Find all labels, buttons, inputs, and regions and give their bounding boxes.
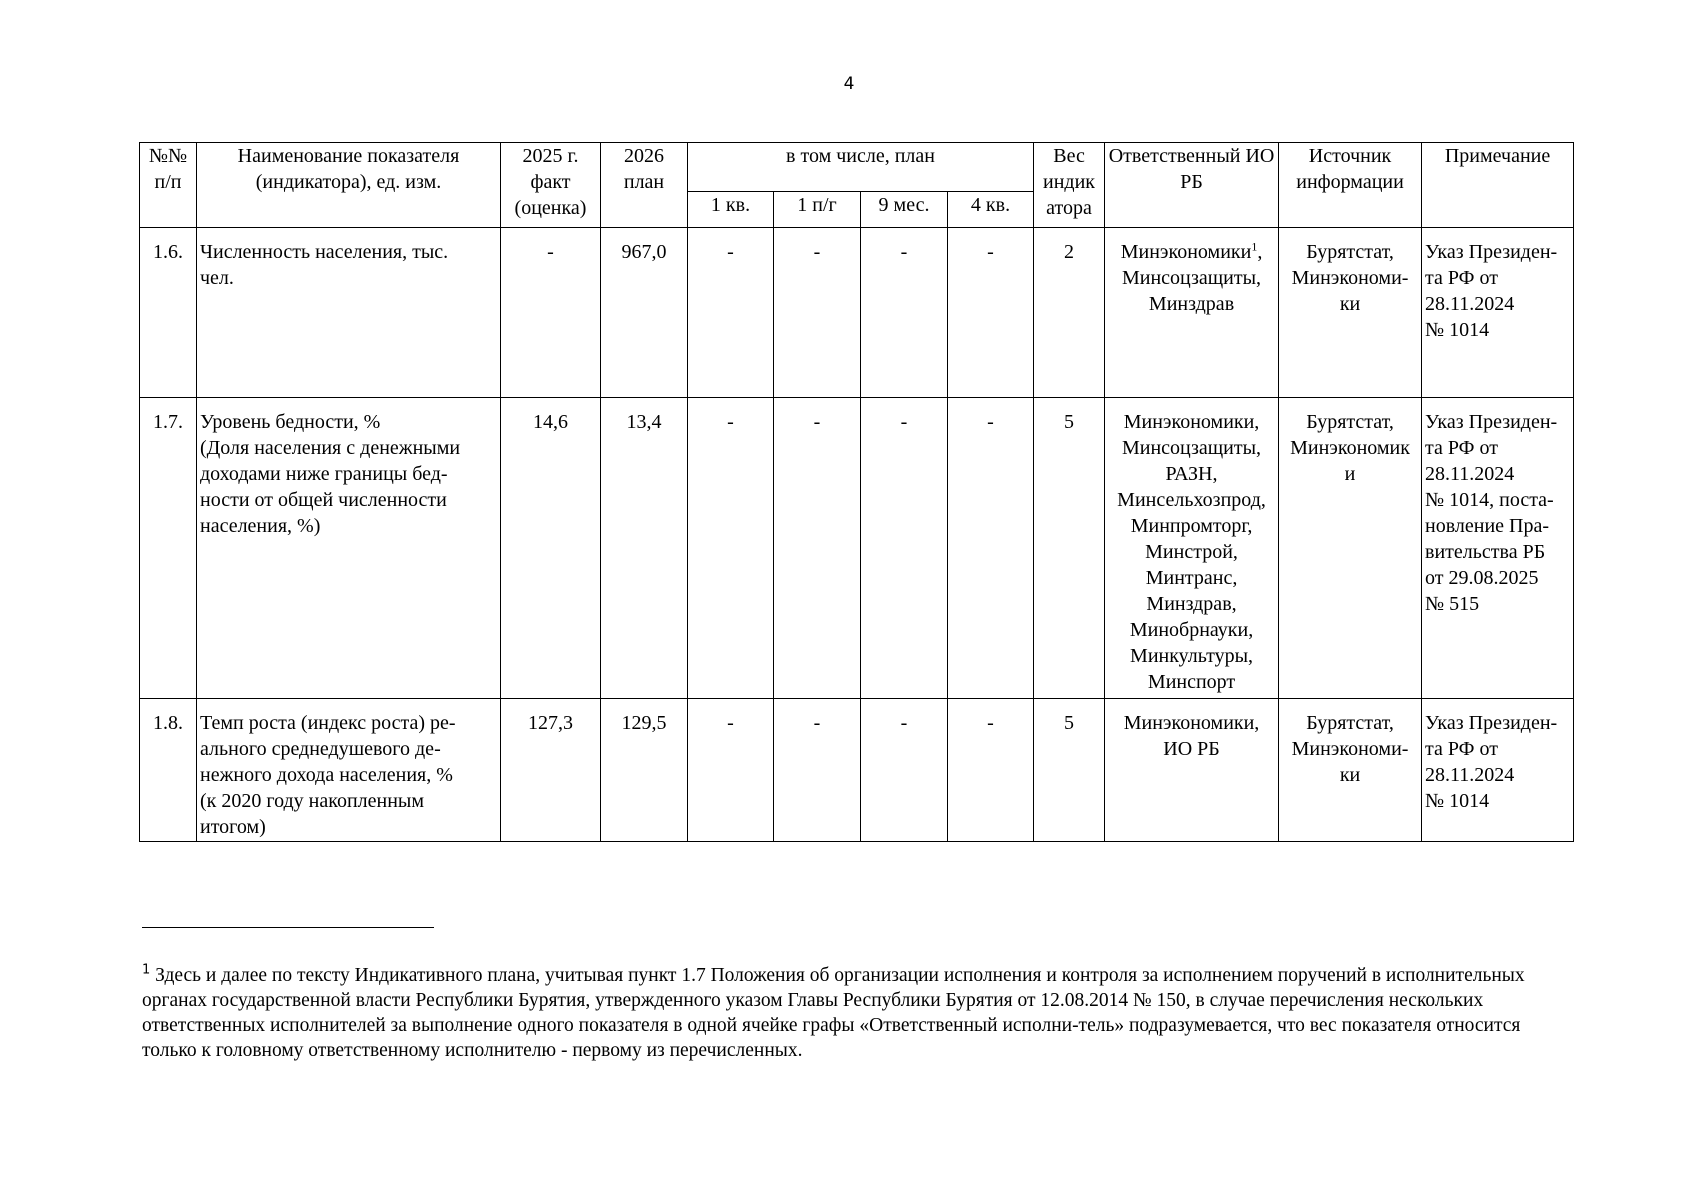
row-name-line: Численность населения, тыс.: [200, 241, 449, 263]
row-q4: -: [948, 228, 1034, 398]
row-9m: -: [861, 398, 948, 699]
row-name-line: итогом): [200, 816, 266, 838]
row-responsible: [1105, 398, 1279, 699]
row-name-line: населения, %): [200, 515, 321, 537]
row-plan-2026: 129,5: [601, 699, 688, 842]
header-including-plan: в том числе, план: [688, 143, 1034, 192]
note-line: 28.11.2024: [1425, 293, 1515, 315]
row-source: [1279, 228, 1422, 398]
source-line: Бурятстат,: [1306, 712, 1394, 734]
row-name-line: доходами ниже границы бед-: [200, 463, 448, 485]
header-weight: Вес индик атора: [1034, 143, 1105, 228]
header-row-top: [140, 143, 1574, 192]
note-line: 28.11.2024: [1425, 764, 1515, 786]
note-line: та РФ от: [1425, 437, 1498, 459]
row-q1: -: [688, 398, 774, 699]
footnote-ref: 1: [1251, 239, 1258, 254]
row-fact-2025: 127,3: [501, 699, 601, 842]
responsible-line: РАЗН,: [1165, 463, 1218, 485]
responsible-line: Минсоцзащиты,: [1121, 437, 1262, 459]
row-q4: -: [948, 699, 1034, 842]
row-9m: -: [861, 699, 948, 842]
note-line: Указ Президен-: [1425, 712, 1558, 734]
source-line: Минэкономи-: [1291, 267, 1409, 289]
responsible-line: Минсельхозпрод,: [1117, 489, 1266, 511]
note-line: № 515: [1425, 593, 1480, 615]
row-weight: 5: [1034, 398, 1105, 699]
row-note: [1422, 398, 1574, 699]
row-plan-2026: 967,0: [601, 228, 688, 398]
row-name-line: ности от общей численности: [200, 489, 447, 511]
row-q4: -: [948, 398, 1034, 699]
table-row: [140, 228, 1574, 398]
header-note: Примечание: [1422, 143, 1574, 228]
header-responsible: Ответственный ИО РБ: [1105, 143, 1279, 228]
note-line: № 1014: [1425, 790, 1490, 812]
footnote-mark: 1: [142, 962, 151, 978]
row-name: [197, 699, 501, 842]
row-fact-2025: -: [501, 228, 601, 398]
row-weight: 5: [1034, 699, 1105, 842]
source-line: ки: [1339, 293, 1361, 315]
header-q4: 4 кв.: [948, 192, 1034, 228]
responsible-line: ИО РБ: [1163, 738, 1220, 760]
responsible-line: Минобрнауки,: [1129, 619, 1254, 641]
note-line: от 29.08.2025: [1425, 567, 1539, 589]
row-plan-2026: 13,4: [601, 398, 688, 699]
source-line: Минэкономи-: [1291, 738, 1409, 760]
responsible-line: Минэкономики,: [1123, 712, 1260, 734]
note-line: новление Пра-: [1425, 515, 1550, 537]
header-h1: 1 п/г: [774, 192, 861, 228]
responsible-line: Минкультуры,: [1130, 645, 1254, 667]
header-9m: 9 мес.: [861, 192, 948, 228]
responsible-line: Минстрой,: [1145, 541, 1238, 563]
row-name: [197, 228, 501, 398]
header-fact-2025: 2025 г. факт (оценка): [501, 143, 601, 228]
source-line: и: [1344, 463, 1356, 485]
row-name: [197, 398, 501, 699]
responsible-line: Минтранс,: [1145, 567, 1238, 589]
responsible-line: Минэкономики,: [1123, 411, 1260, 433]
source-line: ки: [1339, 764, 1361, 786]
header-name: Наименование показателя (индикатора), ед. изм.: [197, 143, 501, 228]
footnote: [142, 963, 1562, 1063]
row-weight: 2: [1034, 228, 1105, 398]
row-h1: -: [774, 699, 861, 842]
note-line: 28.11.2024: [1425, 463, 1515, 485]
responsible-first-suffix: ,: [1257, 241, 1263, 263]
row-source: [1279, 398, 1422, 699]
row-name-line: (к 2020 году накопленным: [200, 790, 425, 812]
header-q1: 1 кв.: [688, 192, 774, 228]
note-line: Указ Президен-: [1425, 241, 1558, 263]
row-responsible: [1105, 699, 1279, 842]
row-9m: -: [861, 228, 948, 398]
row-num: 1.8.: [140, 699, 197, 842]
row-note: [1422, 699, 1574, 842]
row-fact-2025: 14,6: [501, 398, 601, 699]
table-row: [140, 398, 1574, 699]
row-q1: -: [688, 228, 774, 398]
source-line: Бурятстат,: [1306, 411, 1394, 433]
row-q1: -: [688, 699, 774, 842]
row-h1: -: [774, 228, 861, 398]
responsible-line: Минсоцзащиты,: [1121, 267, 1262, 289]
note-line: Указ Президен-: [1425, 411, 1558, 433]
note-line: та РФ от: [1425, 267, 1498, 289]
row-responsible: [1105, 228, 1279, 398]
header-source: Источник информации: [1279, 143, 1422, 228]
row-num: 1.6.: [140, 228, 197, 398]
row-name-line: нежного дохода населения, %: [200, 764, 453, 786]
row-name-line: ального среднедушевого де-: [200, 738, 441, 760]
table-row: [140, 699, 1574, 842]
row-name-line: Уровень бедности, %: [200, 411, 381, 433]
row-note: [1422, 228, 1574, 398]
page-number: 4: [843, 74, 855, 94]
source-line: Бурятстат,: [1306, 241, 1394, 263]
row-name-line: (Доля населения с денежными: [200, 437, 461, 459]
source-line: Минэкономик: [1290, 437, 1410, 459]
row-h1: -: [774, 398, 861, 699]
responsible-line: Минздрав,: [1146, 593, 1237, 615]
footnote-text: Здесь и далее по тексту Индикативного плана, учитывая пункт 1.7 Положения об организации исполнения и контроля за исполнением поручений в исполнительных органах государственной власти Республики Бурятия, утвержденного указом Главы Республики Бурятия от 12.08.2014 № 150, в случае перечисления нескольких ответственных исполнителей за выполнение одного показателя в одной ячейке графы «Ответственный исполни-тель» подразумевается, что вес показателя относится только к головному ответственному исполнителю - первому из перечисленных.: [142, 965, 1525, 1061]
note-line: вительства РБ: [1425, 541, 1546, 563]
row-name-line: Темп роста (индекс роста) ре-: [200, 712, 456, 734]
row-name-line: чел.: [200, 267, 234, 289]
footnote-separator: [142, 927, 434, 928]
responsible-line: Минспорт: [1147, 671, 1236, 693]
indicators-table: [139, 142, 1574, 842]
header-num: №№ п/п: [140, 143, 197, 228]
note-line: та РФ от: [1425, 738, 1498, 760]
note-line: № 1014: [1425, 319, 1490, 341]
header-plan-2026: 2026 план: [601, 143, 688, 228]
row-source: [1279, 699, 1422, 842]
responsible-line: Минпромторг,: [1130, 515, 1253, 537]
note-line: № 1014, поста-: [1425, 489, 1554, 511]
row-num: 1.7.: [140, 398, 197, 699]
responsible-first: Минэкономики: [1120, 241, 1252, 263]
responsible-line: [1108, 239, 1275, 265]
responsible-line: Минздрав: [1148, 293, 1235, 315]
